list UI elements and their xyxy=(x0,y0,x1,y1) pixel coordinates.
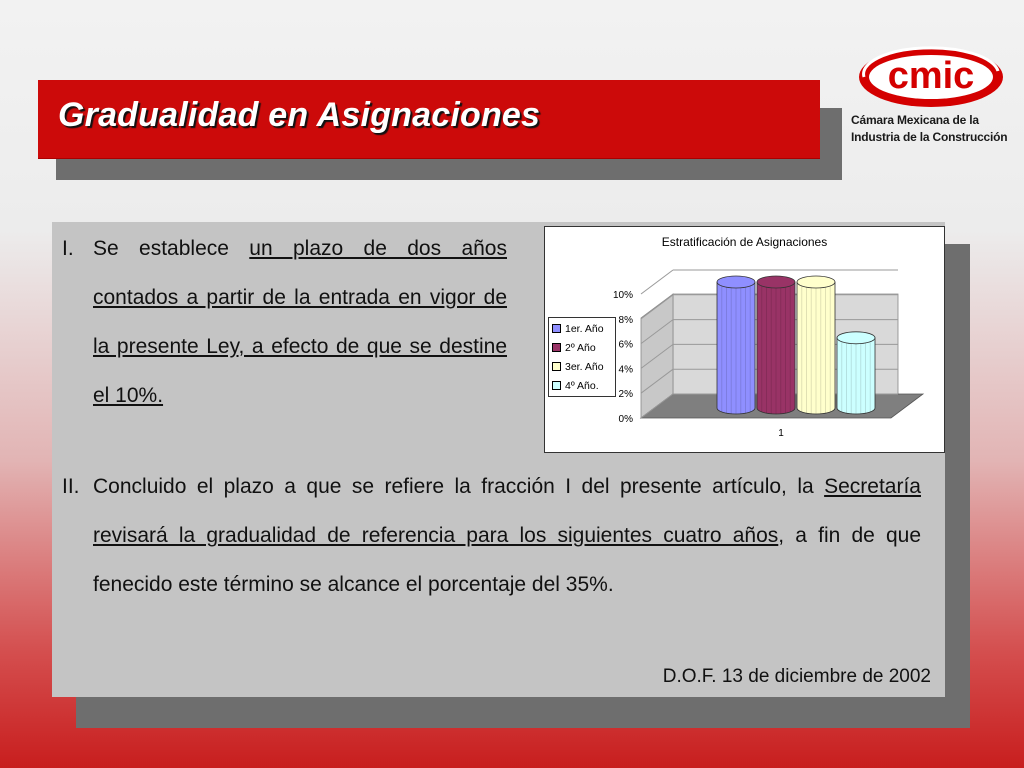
item2-tail: , a fin de que fenecido este término se alcance el porcentaje del 35%. xyxy=(93,524,921,596)
item2-text xyxy=(93,462,921,609)
y-tick-label: 0% xyxy=(618,414,633,425)
bar-2-top xyxy=(757,276,795,288)
legend-entry xyxy=(552,377,599,395)
chart-frame xyxy=(544,226,945,453)
y-tick-label: 4% xyxy=(618,364,633,376)
bar-3-top xyxy=(797,276,835,288)
legend-swatch xyxy=(552,381,561,390)
logo-caption-line1: Cámara Mexicana de la xyxy=(851,113,979,127)
slide-title: Gradualidad en Asignaciones xyxy=(58,96,541,134)
legend-swatch xyxy=(552,343,561,352)
legend-entry xyxy=(552,339,596,357)
dof-reference: D.O.F. 13 de diciembre de 2002 xyxy=(662,666,931,687)
item1-number: I. xyxy=(62,237,74,260)
item2-number: II. xyxy=(62,475,80,498)
legend-swatch xyxy=(552,324,561,333)
gridline-side xyxy=(641,270,673,294)
legend-label: 3er. Año xyxy=(565,361,604,373)
chart-legend xyxy=(548,317,616,397)
legend-entry xyxy=(552,358,604,376)
chart-title: Estratificación de Asignaciones xyxy=(661,235,828,249)
bar-1-top xyxy=(717,276,755,288)
logo-caption-line2: Industria de la Construcción xyxy=(851,130,1008,144)
y-tick-label: 2% xyxy=(618,389,633,401)
item1-text xyxy=(93,224,507,420)
y-tick-label: 10% xyxy=(612,290,633,301)
legend-label: 1er. Año xyxy=(565,323,604,335)
item2-underlined: Secretaría revisará la gradualidad de referencia para los siguientes cuatro años xyxy=(93,475,921,547)
legend-swatch xyxy=(552,362,561,371)
y-tick-label: 6% xyxy=(618,339,633,351)
legend-label: 4º Año. xyxy=(565,380,599,392)
legend-label: 2º Año xyxy=(565,342,596,354)
logo-wordmark: cmic xyxy=(887,55,975,97)
item1-lead: Se establece xyxy=(93,237,250,260)
logo-caption xyxy=(851,112,1021,146)
item2-lead: Concluido el plazo a que se refiere la fracción I del presente artículo, la xyxy=(93,475,825,498)
legend-entry xyxy=(552,320,604,338)
item1-underlined: un plazo de dos años contados a partir de la entrada en vigor de la presente Ley, a efecto de que se destine el 10%. xyxy=(93,237,507,407)
x-category-label: 1 xyxy=(778,428,784,439)
title-bar xyxy=(38,80,820,158)
y-tick-label: 8% xyxy=(618,314,633,326)
bar-4-top xyxy=(837,332,875,344)
